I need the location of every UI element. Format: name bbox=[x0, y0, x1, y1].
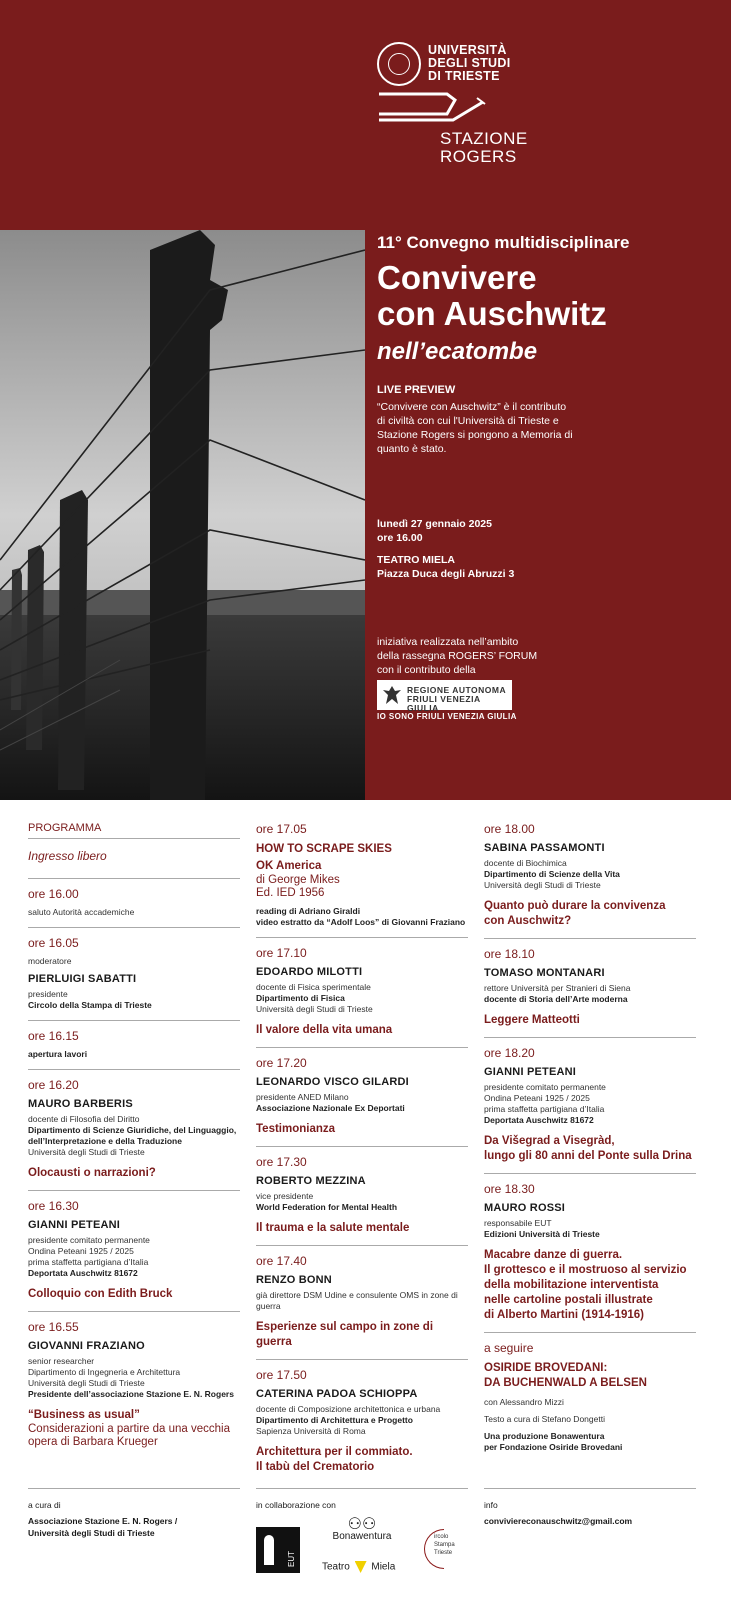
program-slot: a seguire OSIRIDE BROVEDANI: DA BUCHENWALD A BELSEN con Alessandro Mizzi Testo a cura di Stefano Dongetti Una produzione Bonawentura per Fondazione Osiride Brovedani bbox=[484, 1332, 696, 1462]
speaker-name: CATERINA PADOA SCHIOPPA bbox=[256, 1388, 418, 1400]
talk-title: Testimonianza bbox=[256, 1123, 336, 1135]
program-slot: ore 16.20 MAURO BARBERIS docente di Filosofia del Diritto Dipartimento di Scienze Giuridiche, del Linguaggio, dell’Interpretazione e della Traduzione Università degli Studi di Trieste Olocausti o narrazioni? bbox=[28, 1069, 240, 1190]
program-column-2 bbox=[256, 822, 468, 1484]
program-slot: ore 17.30 ROBERTO MEZZINA vice presidente World Federation for Mental Health Il trauma e la salute mentale bbox=[256, 1146, 468, 1245]
talk-title: Colloquio con Edith Bruck bbox=[28, 1288, 173, 1300]
speaker-name: GIANNI PETEANI bbox=[28, 1219, 121, 1231]
footer-info: info conviviereconauschwitz@gmail.com bbox=[484, 1488, 696, 1527]
bonawentura-logo: ⚇⚇ Bonawentura bbox=[322, 1519, 402, 1543]
contact-email-link[interactable]: conviviereconauschwitz@gmail.com bbox=[484, 1516, 633, 1526]
program-slot: ore 18.00 SABINA PASSAMONTI docente di Biochimica Dipartimento di Scienze della Vita Università degli Studi di Trieste Quanto può durare la convivenza con Auschwitz? bbox=[484, 822, 696, 938]
program-slot: ore 17.40 RENZO BONN già direttore DSM Udine e consulente OMS in zone di guerra Esperienze sul campo in zone di guerra bbox=[256, 1245, 468, 1359]
university-name: UNIVERSITÀ DEGLI STUDI DI TRIESTE bbox=[428, 43, 511, 83]
talk-title: Da Višegrad a Visegràd, bbox=[484, 1135, 615, 1147]
talk-title: Quanto può durare la convivenza bbox=[484, 900, 666, 912]
program-slot: ore 16.30 GIANNI PETEANI presidente comitato permanente Ondina Peteani 1925 / 2025 prima staffetta partigiana d’Italia Deportata Auschwitz 81672 Colloquio con Edith Bruck bbox=[28, 1190, 240, 1311]
teatro-miela-logo: Teatro Miela bbox=[322, 1561, 396, 1573]
live-preview-label: LIVE PREVIEW bbox=[377, 384, 456, 396]
talk-title: “Business as usual” bbox=[28, 1409, 140, 1421]
program-slot: ore 17.20 LEONARDO VISCO GILARDI presidente ANED Milano Associazione Nazionale Ex Deportati Testimonianza bbox=[256, 1047, 468, 1146]
speaker-name: MAURO BARBERIS bbox=[28, 1098, 133, 1110]
program-label: PROGRAMMA bbox=[28, 822, 102, 834]
program-slot: ore 16.15 apertura lavori bbox=[28, 1020, 240, 1069]
program-slot: ore 17.05 HOW TO SCRAPE SKIES OK America di George Mikes Ed. IED 1956 reading di Adriano Giraldi video estratto da “Adolf Loos” di Giovanni Fraziano bbox=[256, 822, 468, 937]
program-slot: ore 16.05 moderatore PIERLUIGI SABATTI presidente Circolo della Stampa di Trieste bbox=[28, 927, 240, 1020]
speaker-name: EDOARDO MILOTTI bbox=[256, 966, 363, 978]
program-slot: ore 16.00 saluto Autorità accademiche bbox=[28, 878, 240, 927]
talk-title: Il trauma e la salute mentale bbox=[256, 1222, 410, 1234]
glasses-icon: ⚇⚇ bbox=[347, 1516, 377, 1533]
stazione-rogers-name: STAZIONE ROGERS bbox=[440, 129, 528, 166]
university-seal-icon bbox=[377, 42, 421, 86]
talk-title: Esperienze sul campo in zone di guerra bbox=[256, 1321, 434, 1348]
speaker-name: RENZO BONN bbox=[256, 1274, 332, 1286]
event-time: ore 16.00 bbox=[377, 532, 423, 544]
region-tagline: IO SONO FRIULI VENEZIA GIULIA bbox=[377, 712, 517, 721]
talk-title: HOW TO SCRAPE SKIES bbox=[256, 843, 392, 855]
convegno-label: 11° Convegno multidisciplinare bbox=[377, 233, 630, 252]
initiative-text: iniziativa realizzata nell’ambito della rassegna ROGERS’ FORUM con il contributo della bbox=[377, 636, 538, 676]
talk-title: Il valore della vita umana bbox=[256, 1024, 393, 1036]
event-address: Piazza Duca degli Abruzzi 3 bbox=[377, 568, 515, 580]
speaker-name: SABINA PASSAMONTI bbox=[484, 842, 605, 854]
talk-title: OSIRIDE BROVEDANI: bbox=[484, 1362, 608, 1374]
eagle-icon bbox=[381, 684, 403, 706]
event-date: lunedì 27 gennaio 2025 bbox=[377, 518, 492, 530]
speaker-name: MAURO ROSSI bbox=[484, 1202, 566, 1214]
speaker-name: LEONARDO VISCO GILARDI bbox=[256, 1076, 409, 1088]
talk-title: Leggere Matteotti bbox=[484, 1014, 580, 1026]
event-title-block bbox=[377, 232, 717, 456]
speaker-name: GIANNI PETEANI bbox=[484, 1066, 577, 1078]
program-slot: ore 18.30 MAURO ROSSI responsabile EUT Edizioni Università di Trieste Macabre danze di guerra. Il grottesco e il mostruoso al servizio della mobilitazione interventista nelle cartoline postali illustrate di Alberto Martini (1914-1916) bbox=[484, 1173, 696, 1332]
talk-title: Architettura per il commiato. bbox=[256, 1446, 413, 1458]
eut-logo: EUT bbox=[256, 1527, 300, 1573]
program-slot: ore 18.10 TOMASO MONTANARI rettore Università per Stranieri di Siena docente di Storia dell’Arte moderna Leggere Matteotti bbox=[484, 938, 696, 1037]
program-slot: ore 17.50 CATERINA PADOA SCHIOPPA docente di Composizione architettonica e urbana Dipartimento di Architettura e Progetto Sapienza Università di Roma Architettura per il commiato. Il tabù del Crematorio bbox=[256, 1359, 468, 1484]
stazione-rogers-logo-icon bbox=[377, 90, 489, 130]
event-title: Convivere con Auschwitz bbox=[377, 259, 607, 332]
speaker-name: GIOVANNI FRAZIANO bbox=[28, 1340, 145, 1352]
talk-title: Macabre danze di guerra. bbox=[484, 1249, 623, 1261]
program-column-1 bbox=[28, 822, 240, 1458]
speaker-name: PIERLUIGI SABATTI bbox=[28, 973, 137, 985]
footer-collab: in collaborazione con EUT ⚇⚇ Bonawentura Teatro Miela ircolo Stampa Trieste bbox=[256, 1488, 468, 1599]
talk-title: Olocausti o narrazioni? bbox=[28, 1167, 156, 1179]
event-date-venue bbox=[377, 517, 514, 581]
speaker-name: TOMASO MONTANARI bbox=[484, 967, 605, 979]
program-slot: ore 18.20 GIANNI PETEANI presidente comitato permanente Ondina Peteani 1925 / 2025 prima staffetta partigiana d’Italia Deportata Auschwitz 81672 Da Višegrad a Visegràd, lungo gli 80 anni del Ponte sulla Drina bbox=[484, 1037, 696, 1173]
barbed-wire-fence-photo bbox=[0, 230, 365, 800]
program-column-3 bbox=[484, 822, 696, 1462]
program-slot: ore 17.10 EDOARDO MILOTTI docente di Fisica sperimentale Dipartimento di Fisica Università degli Studi di Trieste Il valore della vita umana bbox=[256, 937, 468, 1047]
speaker-name: ROBERTO MEZZINA bbox=[256, 1175, 366, 1187]
region-logo: REGIONE AUTONOMA FRIULI VENEZIA GIULIA bbox=[377, 680, 512, 710]
program-slot: ore 16.55 GIOVANNI FRAZIANO senior researcher Dipartimento di Ingegneria e Architettura Università degli Studi di Trieste Presidente dell’associazione Stazione E. N. Rogers “Business as usual” Considerazioni a partire da una vecchia opera di Barbara Krueger bbox=[28, 1311, 240, 1458]
free-entry: Ingresso libero bbox=[28, 849, 107, 863]
footer-curated: a cura di Associazione Stazione E. N. Rogers / Università degli Studi di Trieste bbox=[28, 1488, 240, 1539]
event-subtitle: nell’ecatombe bbox=[377, 338, 538, 365]
live-preview-text: “Convivere con Auschwitz” è il contributo di civiltà con cui l'Università di Trieste e Stazione Rogers si pongono a Memoria di quanto è stato. bbox=[377, 401, 573, 455]
event-venue: TEATRO MIELA bbox=[377, 554, 455, 566]
